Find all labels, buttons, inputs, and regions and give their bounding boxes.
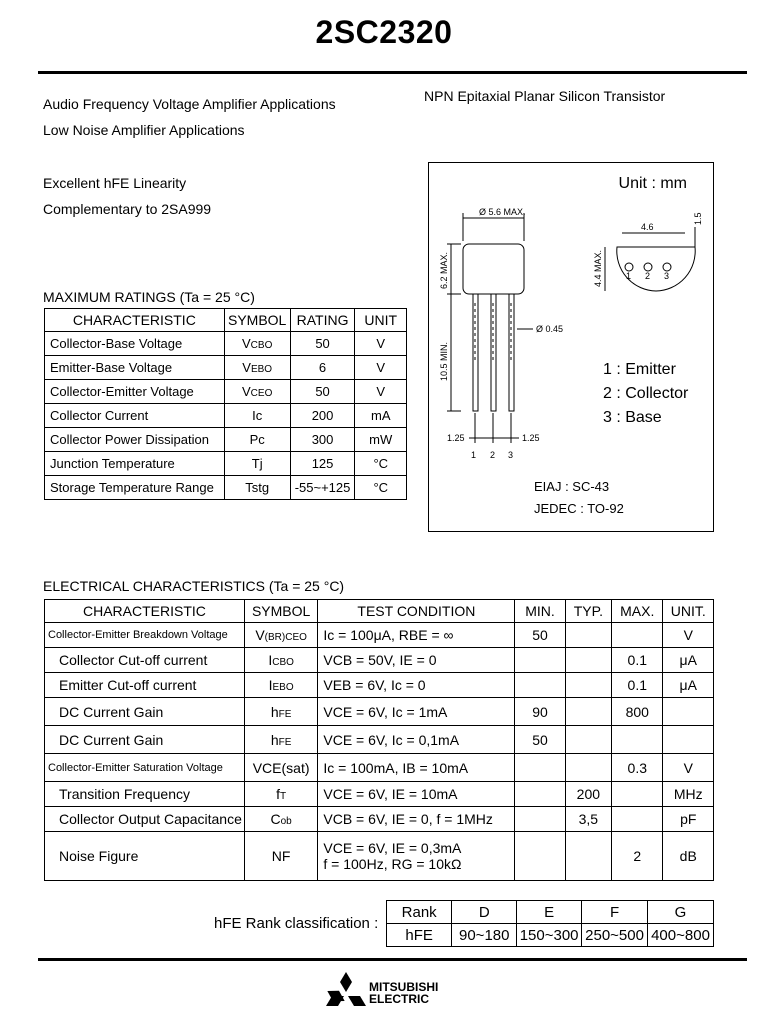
- package-body: [463, 244, 524, 294]
- max-cell: [612, 623, 663, 648]
- unit-cell: μA: [663, 648, 714, 673]
- symbol-main: V: [242, 336, 251, 351]
- max-cell: [612, 782, 663, 807]
- typ-cell: [565, 698, 611, 726]
- typ-cell: [565, 648, 611, 673]
- characteristic-cell: Transition Frequency: [45, 782, 245, 807]
- symbol-main: V: [242, 360, 251, 375]
- column-header: TYP.: [565, 600, 611, 623]
- symbol-main: V: [255, 627, 265, 643]
- unit-cell: mW: [355, 428, 407, 452]
- test-condition-cell: [318, 782, 515, 807]
- test-condition-cell: [318, 623, 515, 648]
- rank-cell: 400~800: [648, 924, 714, 947]
- min-cell: 50: [515, 726, 565, 754]
- rank-cell: D: [452, 901, 517, 924]
- feature-2: Complementary to 2SA999: [43, 201, 212, 217]
- characteristic-cell: Noise Figure: [45, 832, 245, 881]
- rating-cell: 6: [290, 356, 355, 380]
- jedec-code: JEDEC : TO-92: [534, 501, 624, 516]
- min-cell: [515, 754, 565, 782]
- unit-cell: °C: [355, 476, 407, 500]
- rank-cell: hFE: [387, 924, 452, 947]
- symbol-subscript: T: [280, 791, 287, 802]
- test-condition-cell: [318, 673, 515, 698]
- top-pin-number-3: 3: [664, 271, 670, 281]
- table-row: [45, 428, 407, 452]
- pin-label-emitter: 1 : Emitter: [603, 361, 676, 378]
- max-cell: [612, 726, 663, 754]
- symbol-main: C: [270, 811, 281, 827]
- elec-heading: ELECTRICAL CHARACTERISTICS (Ta = 25 °C): [43, 578, 345, 594]
- column-header: RATING: [290, 309, 355, 332]
- dim-top-width: 4.6: [641, 222, 654, 232]
- min-cell: [515, 832, 565, 881]
- pin-hole-2: [644, 263, 652, 271]
- unit-cell: V: [663, 623, 714, 648]
- pin-number-3: 3: [508, 450, 514, 460]
- characteristic-cell: Storage Temperature Range: [45, 476, 225, 500]
- column-header: MAX.: [612, 600, 663, 623]
- unit-cell: V: [355, 380, 407, 404]
- max-cell: 0.1: [612, 673, 663, 698]
- symbol-subscript: EBO: [250, 364, 273, 375]
- rank-cell: 250~500: [582, 924, 648, 947]
- typ-cell: 3,5: [565, 807, 611, 832]
- symbol-subscript: FE: [278, 736, 292, 748]
- table-row: [45, 832, 714, 881]
- rank-cell: G: [648, 901, 714, 924]
- rank-cell: E: [517, 901, 582, 924]
- unit-cell: [663, 698, 714, 726]
- table-row: [45, 452, 407, 476]
- symbol-cell: [244, 673, 318, 698]
- rank-cell: 150~300: [517, 924, 582, 947]
- min-cell: [515, 807, 565, 832]
- unit-cell: V: [663, 754, 714, 782]
- symbol-cell: [224, 380, 290, 404]
- brand-name: [369, 981, 438, 1005]
- unit-cell: dB: [663, 832, 714, 881]
- max-cell: 2: [612, 832, 663, 881]
- package-outline-box: [428, 162, 714, 532]
- symbol-main: h: [270, 703, 279, 720]
- pin-hole-3: [663, 263, 671, 271]
- characteristic-cell: Emitter Cut-off current: [45, 673, 245, 698]
- symbol-subscript: (BR)CEO: [264, 632, 307, 643]
- symbol-subscript: CEO: [250, 388, 273, 399]
- condition-line: VCE = 6V, Ic = 1mA: [323, 703, 448, 720]
- symbol-main: NF: [271, 848, 291, 864]
- characteristic-cell: Collector-Emitter Voltage: [45, 380, 225, 404]
- max-cell: [612, 807, 663, 832]
- pin-number-2: 2: [490, 450, 496, 460]
- dim-pitch-left: 1.25: [447, 433, 465, 443]
- rank-header-row: [387, 901, 714, 924]
- unit-cell: V: [355, 356, 407, 380]
- condition-line: VCB = 50V, IE = 0: [323, 652, 437, 668]
- symbol-cell: [244, 623, 318, 648]
- characteristic-cell: DC Current Gain: [45, 698, 245, 726]
- typ-cell: [565, 832, 611, 881]
- eiaj-code: EIAJ : SC-43: [534, 479, 610, 494]
- min-cell: 50: [515, 623, 565, 648]
- column-header: SYMBOL: [244, 600, 318, 623]
- max-cell: 0.1: [612, 648, 663, 673]
- unit-label: Unit : mm: [618, 175, 687, 192]
- table-row: [45, 673, 714, 698]
- rating-cell: 50: [290, 332, 355, 356]
- page-title: 2SC2320: [315, 14, 453, 50]
- table-row: [45, 623, 714, 648]
- characteristic-cell: Collector-Base Voltage: [45, 332, 225, 356]
- symbol-cell: [244, 726, 318, 754]
- characteristic-cell: Junction Temperature: [45, 452, 225, 476]
- dim-body-height: 6.2 MAX.: [439, 251, 449, 289]
- symbol-cell: [244, 698, 318, 726]
- typ-cell: 200: [565, 782, 611, 807]
- condition-line: VCB = 6V, IE = 0, f = 1MHz: [323, 811, 493, 827]
- typ-cell: [565, 673, 611, 698]
- max-cell: 0.3: [612, 754, 663, 782]
- symbol-cell: [244, 832, 318, 881]
- rank-value-row: [387, 924, 714, 947]
- rank-cell: 90~180: [452, 924, 517, 947]
- symbol-cell: [244, 807, 318, 832]
- symbol-main: V: [242, 384, 251, 399]
- characteristic-cell: Collector Current: [45, 404, 225, 428]
- electrical-characteristics-table: [44, 599, 714, 881]
- symbol-subscript: EBO: [272, 682, 294, 693]
- transistor-type: NPN Epitaxial Planar Silicon Transistor: [424, 88, 666, 104]
- symbol-main: Pc: [249, 432, 265, 447]
- test-condition-cell: [318, 807, 515, 832]
- symbol-subscript: ob: [280, 816, 292, 827]
- application-2: Low Noise Amplifier Applications: [43, 122, 245, 138]
- brand-line-2: ELECTRIC: [369, 992, 429, 1006]
- symbol-main: f: [276, 786, 281, 802]
- unit-cell: MHz: [663, 782, 714, 807]
- characteristic-cell: Collector Power Dissipation: [45, 428, 225, 452]
- unit-cell: °C: [355, 452, 407, 476]
- test-condition-cell: [318, 648, 515, 673]
- condition-line: VCE = 6V, Ic = 0,1mA: [323, 731, 460, 748]
- rating-cell: 300: [290, 428, 355, 452]
- symbol-main: I: [268, 652, 273, 668]
- typ-cell: [565, 754, 611, 782]
- unit-cell: V: [355, 332, 407, 356]
- unit-cell: μA: [663, 673, 714, 698]
- column-header: TEST CONDITION: [318, 600, 515, 623]
- symbol-cell: [224, 332, 290, 356]
- table-row: [45, 332, 407, 356]
- symbol-cell: [224, 452, 290, 476]
- pin-assignment: [603, 358, 688, 430]
- characteristic-cell: Emitter-Base Voltage: [45, 356, 225, 380]
- column-header: MIN.: [515, 600, 565, 623]
- condition-line: f = 100Hz, RG = 10kΩ: [323, 856, 462, 872]
- characteristic-cell: Collector Output Capacitance: [45, 807, 245, 832]
- symbol-cell: [244, 782, 318, 807]
- dim-top-height: 4.4 MAX.: [593, 249, 603, 287]
- column-header: UNIT.: [663, 600, 714, 623]
- symbol-main: I: [268, 677, 273, 693]
- rank-table: [386, 900, 714, 947]
- column-header: UNIT: [355, 309, 407, 332]
- column-header: CHARACTERISTIC: [45, 309, 225, 332]
- table-row: [45, 356, 407, 380]
- top-pin-number-1: 1: [626, 271, 632, 281]
- pin-hole-1: [625, 263, 633, 271]
- symbol-subscript: FE: [278, 708, 292, 720]
- condition-line: Ic = 100μA, RBE = ∞: [323, 627, 454, 643]
- rating-cell: 50: [290, 380, 355, 404]
- test-condition-cell: [318, 832, 515, 881]
- column-header: SYMBOL: [224, 309, 290, 332]
- pin-label-collector: 2 : Collector: [603, 385, 689, 402]
- table-row: [45, 698, 714, 726]
- table-row: [45, 404, 407, 428]
- table-row: [45, 782, 714, 807]
- rank-cell: F: [582, 901, 648, 924]
- dim-lead-length: 10.5 MIN.: [439, 341, 449, 381]
- symbol-main: Ic: [252, 408, 263, 423]
- condition-line: Ic = 100mA, IB = 10mA: [323, 759, 469, 776]
- test-condition-cell: [318, 698, 515, 726]
- min-cell: 90: [515, 698, 565, 726]
- rank-cell: Rank: [387, 901, 452, 924]
- max-ratings-heading: MAXIMUM RATINGS (Ta = 25 °C): [43, 289, 255, 305]
- symbol-cell: [224, 404, 290, 428]
- top-view-outline: [617, 247, 695, 291]
- table-row: [45, 380, 407, 404]
- symbol-main: VCE(sat): [252, 759, 310, 776]
- dim-lead-diameter: Ø 0.45: [536, 324, 564, 334]
- min-cell: [515, 782, 565, 807]
- max-cell: 800: [612, 698, 663, 726]
- characteristic-cell: Collector-Emitter Breakdown Voltage: [45, 623, 245, 648]
- symbol-subscript: CBO: [250, 340, 273, 351]
- table-row: [45, 726, 714, 754]
- characteristic-cell: Collector Cut-off current: [45, 648, 245, 673]
- symbol-cell: [224, 428, 290, 452]
- symbol-cell: [224, 476, 290, 500]
- dim-flat: 1.5: [693, 212, 703, 225]
- condition-line: VCE = 6V, IE = 10mA: [323, 786, 458, 802]
- symbol-subscript: CBO: [272, 657, 294, 668]
- dim-diameter: Ø 5.6 MAX.: [479, 207, 526, 217]
- symbol-main: Tj: [251, 456, 263, 471]
- table-row: [45, 754, 714, 782]
- rating-cell: -55~+125: [290, 476, 355, 500]
- dim-pitch-right: 1.25: [522, 433, 540, 443]
- symbol-main: h: [270, 731, 279, 748]
- test-condition-cell: [318, 754, 515, 782]
- characteristic-cell: DC Current Gain: [45, 726, 245, 754]
- application-1: Audio Frequency Voltage Amplifier Applications: [43, 96, 336, 112]
- bottom-rule: [38, 958, 747, 961]
- pin-number-1: 1: [471, 450, 477, 460]
- rank-label: hFE Rank classification :: [214, 915, 379, 932]
- unit-cell: pF: [663, 807, 714, 832]
- min-cell: [515, 648, 565, 673]
- table-row: [45, 648, 714, 673]
- symbol-main: Tstg: [245, 480, 270, 495]
- unit-cell: mA: [355, 404, 407, 428]
- top-rule: [38, 71, 747, 74]
- rating-cell: 200: [290, 404, 355, 428]
- test-condition-cell: [318, 726, 515, 754]
- symbol-cell: [224, 356, 290, 380]
- brand-line-1: MITSUBISHI: [369, 980, 439, 994]
- table-header-row: [45, 309, 407, 332]
- table-header-row: [45, 600, 714, 623]
- typ-cell: [565, 623, 611, 648]
- mitsubishi-logo-icon: [326, 972, 366, 1008]
- symbol-cell: [244, 648, 318, 673]
- package-drawing: [429, 163, 713, 531]
- typ-cell: [565, 726, 611, 754]
- characteristic-cell: Collector-Emitter Saturation Voltage: [45, 754, 245, 782]
- column-header: CHARACTERISTIC: [45, 600, 245, 623]
- table-row: [45, 807, 714, 832]
- unit-cell: [663, 726, 714, 754]
- max-ratings-table: [44, 308, 407, 500]
- symbol-cell: [244, 754, 318, 782]
- min-cell: [515, 673, 565, 698]
- condition-line: VCE = 6V, IE = 0,3mA: [323, 840, 462, 856]
- top-pin-number-2: 2: [645, 271, 651, 281]
- rating-cell: 125: [290, 452, 355, 476]
- feature-1: Excellent hFE Linearity: [43, 175, 187, 191]
- table-row: [45, 476, 407, 500]
- pin-label-base: 3 : Base: [603, 409, 662, 426]
- condition-line: VEB = 6V, Ic = 0: [323, 677, 426, 693]
